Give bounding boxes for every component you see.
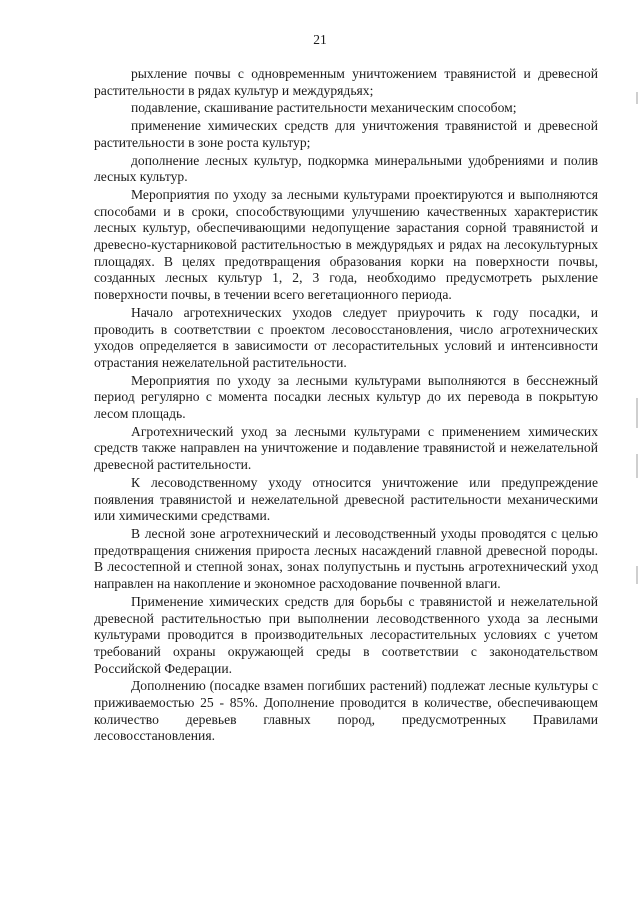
paragraph-forest-zone: В лесной зоне агротехнический и лесоводственный уходы проводятся с целью предотвращения снижения прироста лесных насаждений главной древесной породы. В лесостепной и степной зонах, зонах полупустынь и пустынь агротехнический уход направлен на накопление и экономное расходование почвенной влаги. bbox=[94, 525, 598, 592]
paragraph-care-measures: Мероприятия по уходу за лесными культурами проектируются и выполняются способами и в сроки, способствующими улучшению качественных характеристик лесных культур, обеспечивающими недопущение зарастания сорной травянистой и древесно-кустарниковой растительностью в междурядьях и рядах на лесокультурных площадях. В целях предотвращения образования корки на поверхности почвы, созданных лесных культур 1, 2, 3 года, необходимо предусмотреть рыхление поверхности почвы, в течении всего вегетационного периода. bbox=[94, 186, 598, 303]
scan-margin-mark bbox=[636, 454, 638, 478]
paragraph-mowing: подавление, скашивание растительности механическим способом; bbox=[131, 100, 517, 116]
document-body bbox=[94, 66, 598, 745]
paragraph-chemical-application: Применение химических средств для борьбы с травянистой и нежелательной древесной растительностью при выполнении лесоводственного ухода за лесными культурами проводится в производительных лесорастительных условиях с учетом требований охраны окружающей среды в соответствии с законодательством Российской Федерации. bbox=[94, 593, 598, 676]
paragraph-chemicals: применение химических средств для уничтожения травянистой и древесной растительности в зоне роста культур; bbox=[94, 118, 598, 150]
paragraph-loosening: рыхление почвы с одновременным уничтожением травянистой и древесной растительности в рядах культур и междурядьях; bbox=[94, 66, 598, 98]
paragraph-chemical-care: Агротехнический уход за лесными культурами с применением химических средств также направлен на уничтожение и подавление травянистой и нежелательной древесной растительности. bbox=[94, 423, 598, 473]
paragraph-replanting: Дополнению (посадке взамен погибших растений) подлежат лесные культуры с приживаемостью 25 - 85%. Дополнение проводится в количестве, обеспечивающем количество деревьев главных пород, предусмотренных Правилами лесовосстановления. bbox=[94, 678, 598, 744]
scan-margin-mark bbox=[636, 566, 638, 584]
paragraph-agrotech-start: Начало агротехнических уходов следует приурочить к году посадки, и проводить в соответствии с проектом лесовосстановления, число агротехнических уходов определяется в зависимости от лесорастительных условий и интенсивности отрастания нежелательной растительности. bbox=[94, 304, 598, 370]
page-number: 21 bbox=[313, 32, 327, 47]
paragraph-supplement: дополнение лесных культур, подкормка минеральными удобрениями и полив лесных культур. bbox=[94, 152, 598, 185]
scan-margin-mark bbox=[636, 92, 638, 104]
paragraph-snowless-period: Мероприятия по уходу за лесными культурами выполняются в бесснежный период регулярно с момента посадки лесных культур до их перевода в покрытую лесом площадь. bbox=[94, 372, 598, 422]
paragraph-silvicultural-care: К лесоводственному уходу относится уничтожение или предупреждение появления травянистой и нежелательной древесной растительности механическими или химическими средствами. bbox=[94, 474, 598, 524]
scan-margin-mark bbox=[636, 398, 638, 428]
